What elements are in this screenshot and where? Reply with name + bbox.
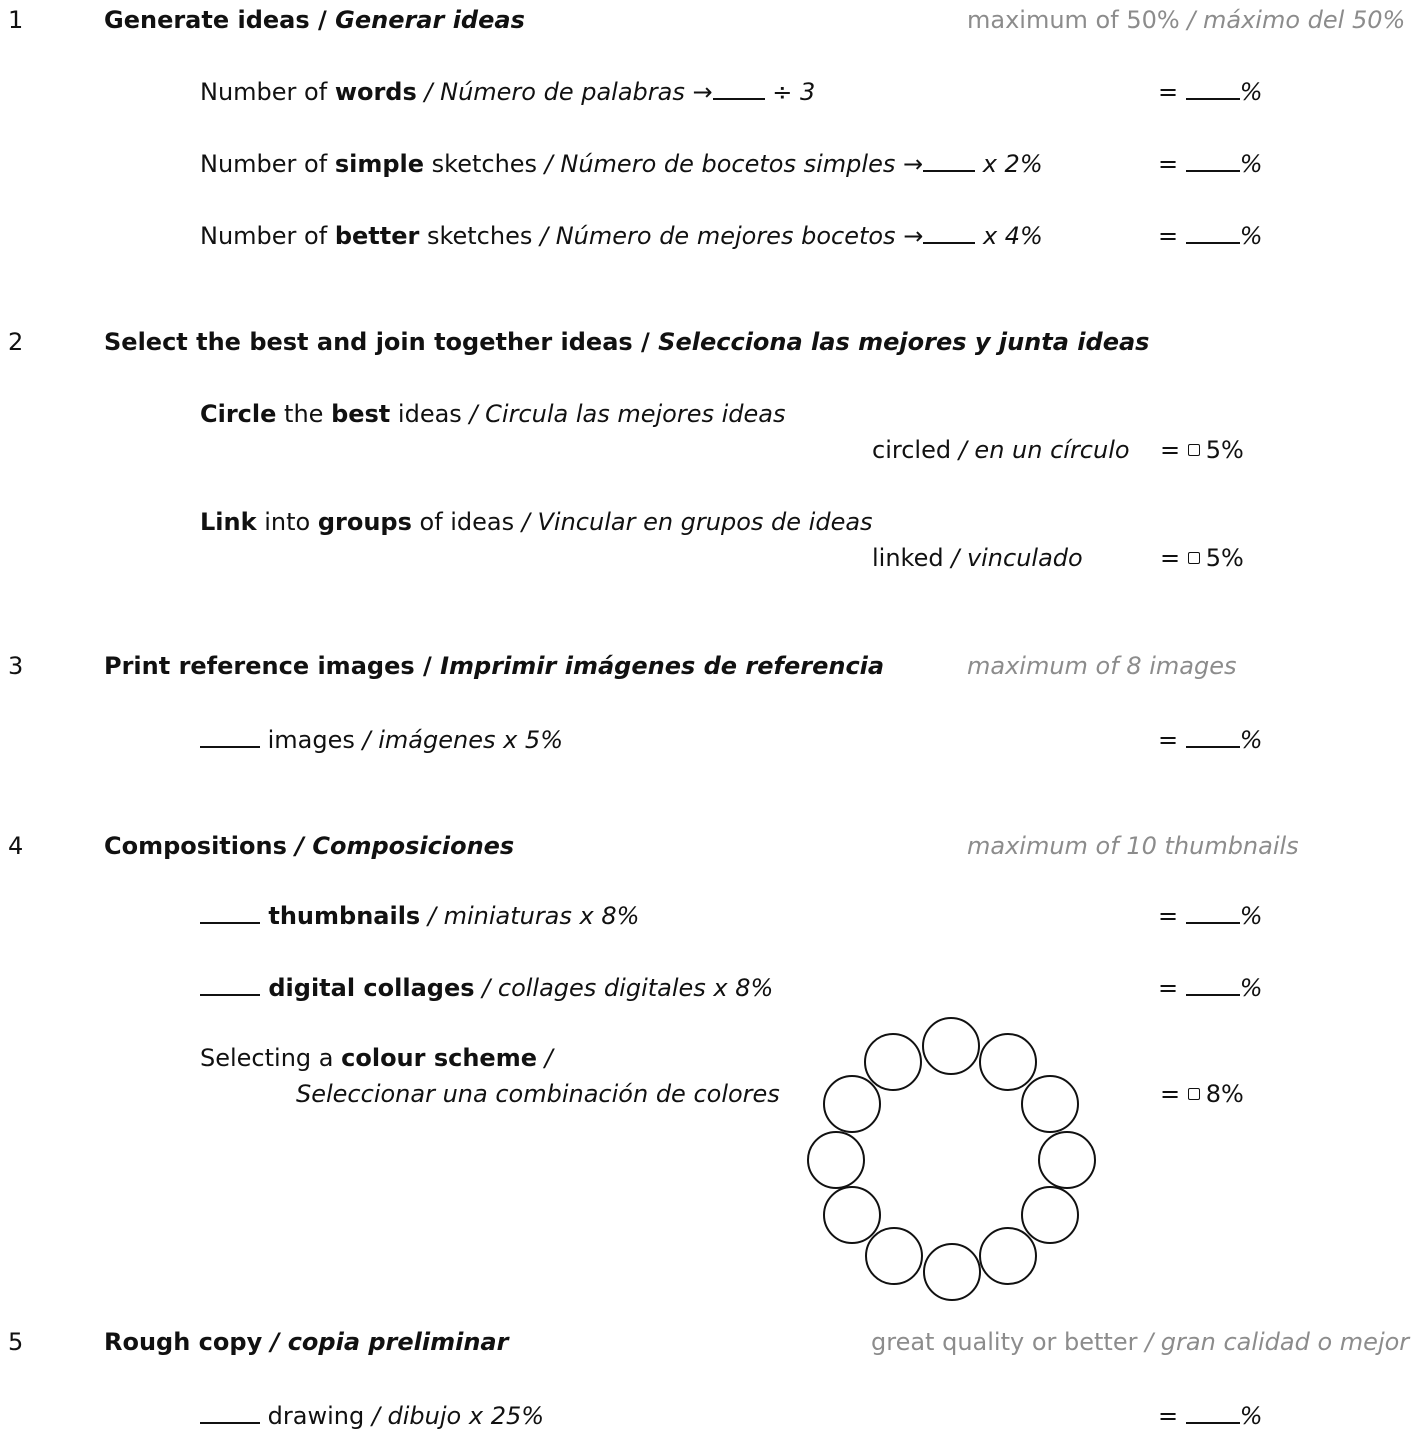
section-number: 1 [8,6,24,34]
simple-sketches-row: Number of simple sketches / Número de bocetos simples → x 2% [200,150,1043,178]
collages-row: digital collages / collages digitales x 8% [200,972,773,1003]
result-field: = % [1158,726,1263,754]
colour-swatch[interactable] [1022,1187,1078,1243]
section-note: maximum of 10 thumbnails [967,832,1299,860]
blank-field[interactable] [1186,972,1240,996]
blank-field[interactable] [200,900,260,924]
blank-field[interactable] [200,724,260,748]
blank-field[interactable] [923,148,975,172]
blank-field[interactable] [1186,220,1240,244]
images-row: images / imágenes x 5% [200,724,563,755]
circle-best-row: Circle the best ideas / Circula las mejores ideas [200,400,786,428]
drawing-row: drawing / dibujo x 25% [200,1400,544,1431]
circled-label: circled / en un círculo [872,436,1130,464]
blank-field[interactable] [1186,1400,1240,1424]
section-note: maximum of 50% / máximo del 50% [967,6,1406,34]
checkbox[interactable] [1188,444,1200,456]
section-title: Generate ideas / Generar ideas [104,6,525,34]
colour-swatch[interactable] [865,1034,921,1090]
colour-swatch[interactable] [808,1132,864,1188]
result-field: = % [1158,222,1263,250]
blank-field[interactable] [200,1400,260,1424]
colour-swatch[interactable] [980,1228,1036,1284]
colour-swatch[interactable] [824,1076,880,1132]
section-title: Compositions / Composiciones [104,832,515,860]
section-number: 3 [8,652,24,680]
link-groups-row: Link into groups of ideas / Vincular en grupos de ideas [200,508,873,536]
blank-field[interactable] [923,220,975,244]
result-field: = % [1158,1402,1263,1430]
thumbnails-row: thumbnails / miniaturas x 8% [200,900,639,931]
blank-field[interactable] [200,972,260,996]
result-field: = % [1158,78,1263,106]
blank-field[interactable] [1186,76,1240,100]
result-field: = % [1158,150,1263,178]
result-field: = % [1158,974,1263,1002]
blank-field[interactable] [1186,148,1240,172]
colour-swatch[interactable] [1039,1132,1095,1188]
colour-swatch[interactable] [924,1244,980,1300]
colour-result: = 8% [1160,1080,1244,1108]
section-note: maximum of 8 images [967,652,1237,680]
colour-swatch[interactable] [923,1018,979,1074]
section-title: Rough copy / copia preliminar [104,1328,509,1356]
colour-swatch[interactable] [866,1228,922,1284]
colour-swatch[interactable] [1022,1076,1078,1132]
blank-field[interactable] [1186,724,1240,748]
colour-scheme-es: Seleccionar una combinación de colores [296,1080,780,1108]
section-number: 2 [8,328,24,356]
better-sketches-row: Number of better sketches / Número de mejores bocetos → x 4% [200,222,1043,250]
section-number: 5 [8,1328,24,1356]
words-row: Number of words / Número de palabras → ÷ 3 [200,78,816,106]
linked-result: = 5% [1160,544,1244,572]
result-field: = % [1158,902,1263,930]
colour-swatch[interactable] [824,1187,880,1243]
section-number: 4 [8,832,24,860]
checkbox[interactable] [1188,1088,1200,1100]
colour-scheme-row: Selecting a colour scheme / [200,1044,553,1072]
section-title: Select the best and join together ideas / Selecciona las mejores y junta ideas [104,328,1150,356]
section-note: great quality or better / gran calidad o mejor [871,1328,1410,1356]
colour-swatch[interactable] [980,1034,1036,1090]
checkbox[interactable] [1188,552,1200,564]
circled-result: = 5% [1160,436,1244,464]
blank-field[interactable] [713,76,765,100]
colour-wheel [800,1010,1104,1306]
blank-field[interactable] [1186,900,1240,924]
linked-label: linked / vinculado [872,544,1083,572]
section-title: Print reference images / Imprimir imágenes de referencia [104,652,885,680]
